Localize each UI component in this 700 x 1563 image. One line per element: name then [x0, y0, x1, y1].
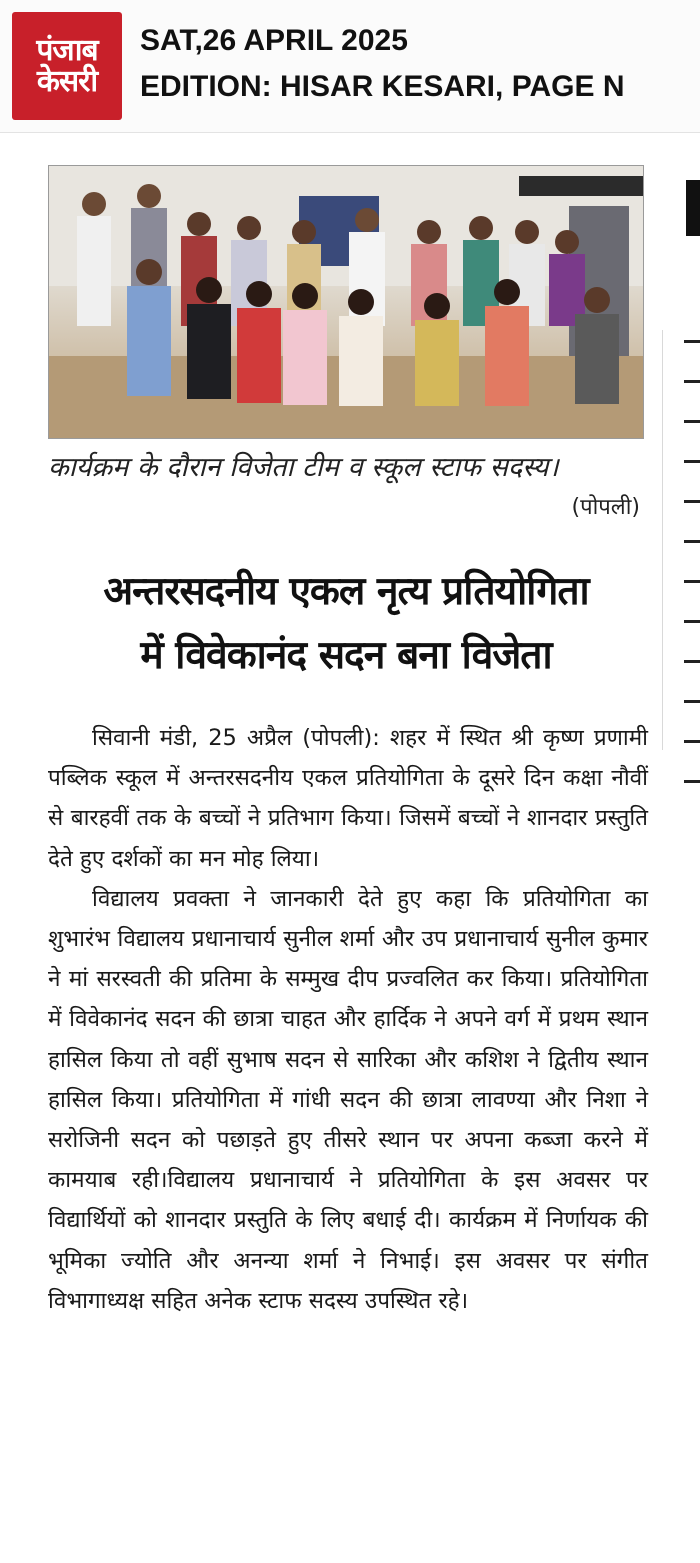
group-photo: [48, 165, 644, 439]
caption-text: कार्यक्रम के दौरान विजेता टीम व स्कूल स्टाफ सदस्य।: [48, 452, 559, 483]
article-paragraph-2: विद्यालय प्रवक्ता ने जानकारी देते हुए कहा कि प्रतियोगिता का शुभारंभ विद्यालय प्रधानाचार्य सुनील शर्मा और उप प्रधानाचार्य सुनील कुमार ने मां सरस्वती की प्रतिमा के सम्मुख दीप प्रज्वलित कर किया। प्रतियोगिता में विवेकानंद सदन की छात्रा चाहत और हार्दिक ने अपने वर्ग में प्रथम स्थान हासिल किया तो वहीं सुभाष सदन से सारिका और कशिश ने द्वितीय स्थान हासिल किया। प्रतियोगिता में गांधी सदन की छात्रा लावण्या और निशा ने सरोजिनी सदन को पछाड़ते हुए तीसरे स्थान पर अपना कब्जा करने में कामयाब रही।विद्यालय प्रधानाचार्य ने प्रतियोगिता के इस अवसर पर विद्यार्थियों को शानदार प्रस्तुति के लिए बधाई दी। कार्यक्रम में निर्णायक की भूमिका ज्योति और अनन्या शर्मा ने निभाई। इस अवसर पर संगीत विभागाध्यक्ष सहित अनेक स्टाफ सदस्य उपस्थित रहे।: [48, 885, 648, 1314]
headline-line-1: अन्तरसदनीय एकल नृत्य प्रतियोगिता: [103, 569, 589, 614]
article-headline: [40, 560, 652, 688]
headline-line-2: में विवेकानंद सदन बना विजेता: [140, 633, 552, 678]
text-fragment: [684, 780, 700, 783]
adjacent-headline-fragment: [686, 180, 700, 236]
text-fragment: [684, 620, 700, 623]
group-photo-illustration: [49, 166, 643, 438]
text-fragment: [684, 460, 700, 463]
adjacent-column-cutoff: [678, 140, 700, 1563]
photo-caption: [48, 448, 644, 520]
text-fragment: [684, 740, 700, 743]
article-paragraph-1: सिवानी मंडी, 25 अप्रैल (पोपली): शहर में स्थित श्री कृष्ण प्रणामी पब्लिक स्कूल में अन्तरसदनीय एकल प्रतियोगिता के दूसरे दिन कक्षा नौवीं से बारहवीं तक के बच्चों ने प्रतिभाग किया। जिसमें बच्चों ने शानदार प्रस्तुति देते हुए दर्शकों का मन मोह लिया।: [48, 725, 648, 872]
text-fragment: [684, 420, 700, 423]
logo-line-2: केसरी: [36, 64, 98, 99]
article-body: [48, 718, 648, 1321]
text-fragment: [684, 380, 700, 383]
masthead: [0, 0, 700, 133]
publication-date: SAT,26 APRIL 2025: [140, 24, 408, 57]
text-fragment: [684, 660, 700, 663]
column-divider: [662, 330, 663, 750]
newspaper-logo: [12, 12, 122, 120]
edition-info: EDITION: HISAR KESARI, PAGE N: [140, 70, 625, 103]
photo-credit: (पोपली): [571, 495, 640, 520]
logo-line-1: पंजाब: [36, 32, 98, 68]
text-fragment: [684, 580, 700, 583]
text-fragment: [684, 340, 700, 343]
text-fragment: [684, 700, 700, 703]
text-fragment: [684, 500, 700, 503]
text-fragment: [684, 540, 700, 543]
